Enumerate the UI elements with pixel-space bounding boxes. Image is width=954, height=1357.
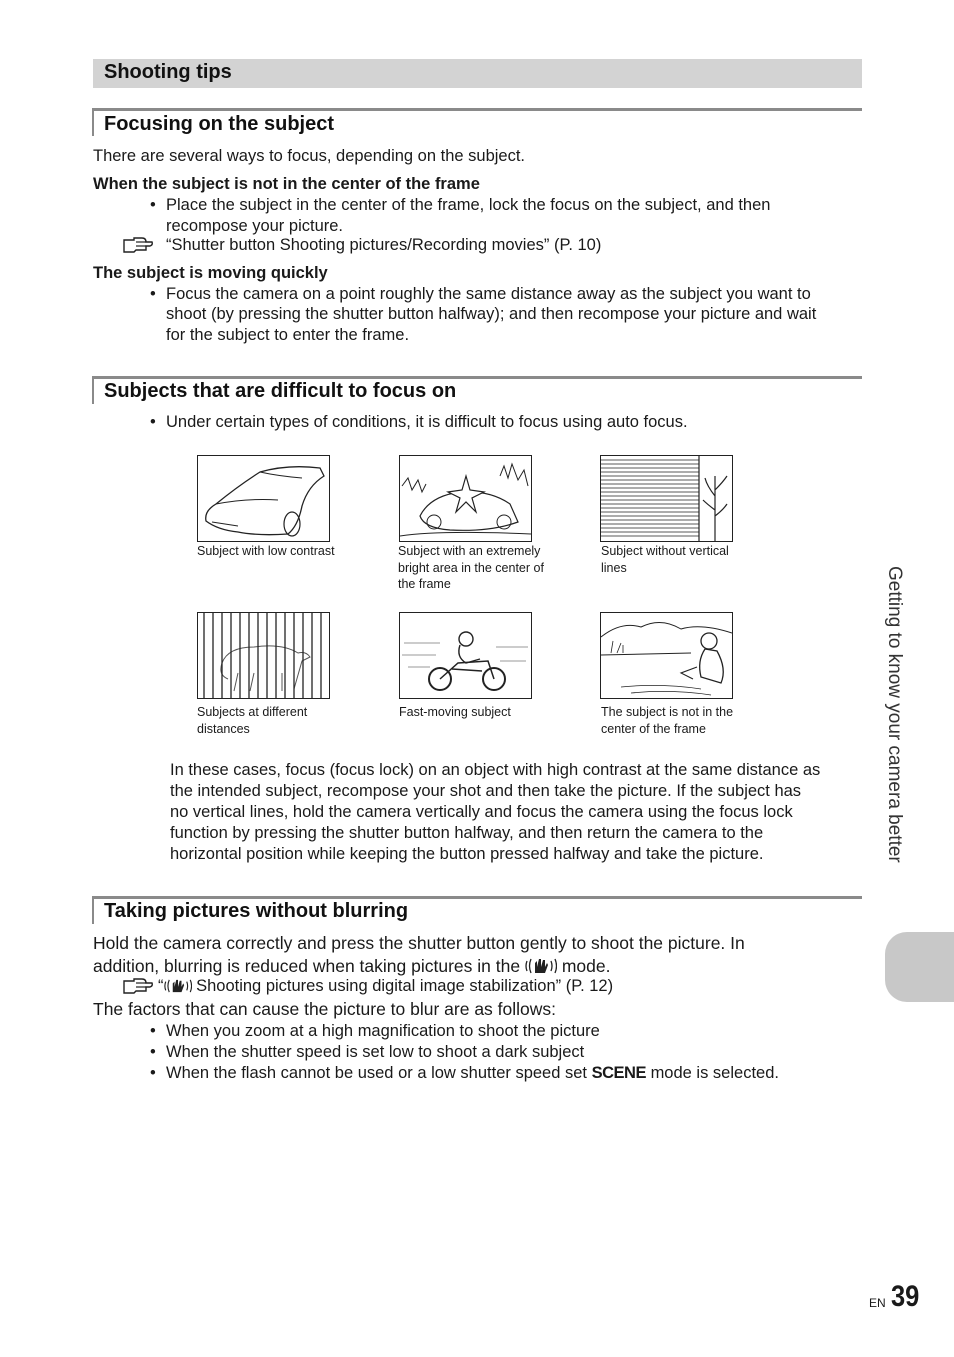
section-rule: [92, 896, 862, 899]
section-title-difficult: Subjects that are difficult to focus on: [104, 380, 457, 402]
blur-reference: “ Shooting pictures using digital image stabilization” (P. 12): [158, 977, 613, 999]
off-center-person-illustration: [600, 612, 733, 699]
scene-mode-icon: SCENE: [591, 1064, 646, 1082]
case1-heading: When the subject is not in the center of the frame: [93, 175, 480, 193]
section-rule: [92, 376, 862, 379]
bright-center-car-illustration: [399, 455, 532, 542]
section-tick: [92, 108, 94, 136]
section-title-focusing: Focusing on the subject: [104, 113, 335, 135]
image-stabilization-icon: [164, 978, 192, 999]
section-title-blur: Taking pictures without blurring: [104, 900, 409, 922]
horizontal-lines-illustration: [600, 455, 733, 542]
caption-no-vertical-lines: Subject without vertical lines: [601, 544, 729, 575]
chapter-tab-marker: [885, 932, 954, 1002]
motorcycle-illustration: [399, 612, 532, 699]
reference-hand-icon: [122, 236, 154, 259]
section-rule: [92, 108, 862, 111]
caption-off-center: The subject is not in the center of the frame: [601, 705, 734, 736]
section-tick: [92, 376, 94, 404]
case1-reference: “Shutter button Shooting pictures/Recording movies” (P. 10): [166, 236, 602, 254]
low-contrast-car-illustration: [197, 455, 330, 542]
reference-hand-icon: [122, 977, 154, 1000]
banner-title: Shooting tips: [104, 61, 232, 83]
section-tick: [92, 896, 94, 924]
caption-different-distances: Subjects at different distances: [197, 705, 308, 736]
tiger-behind-bars-illustration: [197, 612, 330, 699]
chapter-side-label: Getting to know your camera better: [884, 566, 905, 863]
language-code: EN: [869, 1296, 886, 1310]
blur-factors-intro: The factors that can cause the picture to blur are as follows:: [93, 999, 557, 1019]
caption-low-contrast: Subject with low contrast: [197, 544, 335, 558]
page-number: 39: [891, 1280, 920, 1313]
focusing-intro: There are several ways to focus, depending on the subject.: [93, 147, 526, 165]
caption-fast-moving: Fast-moving subject: [399, 705, 511, 719]
difficult-paragraph: In these cases, focus (focus lock) on an object with high contrast at the same distance as the intended subject, recompose your shot and then take the picture. If the subject has no vertical lines, hold the camera vertically and focus the camera using the focus lock function by pressing the shutter button halfway, and then return the camera to the horizontal position while keeping the button pressed halfway and take the picture.: [170, 761, 821, 863]
case2-heading: The subject is moving quickly: [93, 264, 328, 282]
caption-bright-center: Subject with an extremely bright area in the center of the frame: [398, 544, 544, 591]
blur-paragraph: Hold the camera correctly and press the shutter button gently to shoot the picture. In addition, blurring is reduced when taking pictures in the mode.: [93, 932, 745, 981]
